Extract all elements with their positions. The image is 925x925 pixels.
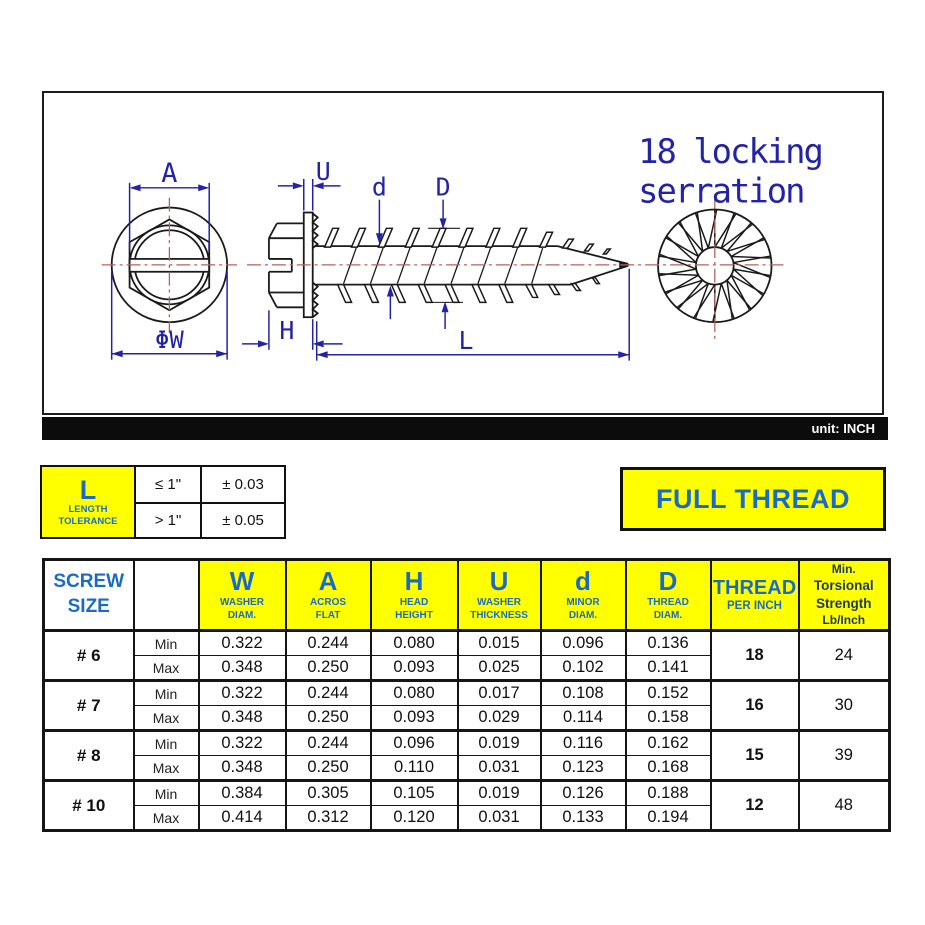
thread-flights [325, 228, 611, 302]
torsional-strength-cell: 39 [799, 731, 890, 781]
tolerance-header-cell [42, 467, 134, 537]
spec-value-cell: 0.096 [371, 731, 458, 756]
spec-value-cell: 0.102 [541, 656, 626, 681]
spec-value-cell: 0.194 [626, 806, 711, 831]
col-header-torsional-strength: Min. Torsional Strength Lb/Inch [799, 560, 890, 631]
spec-value-cell: 0.322 [199, 731, 286, 756]
spec-value-cell: 0.244 [286, 681, 371, 706]
spec-value-cell: 0.105 [371, 781, 458, 806]
spec-value-cell: 0.348 [199, 706, 286, 731]
spec-value-cell: 0.096 [541, 631, 626, 656]
thread-per-inch-cell: 16 [711, 681, 799, 731]
spec-value-cell: 0.110 [371, 756, 458, 781]
tolerance-condition: ≤ 1" [134, 467, 200, 502]
min-label-cell: Min [134, 681, 199, 706]
dim-label-phi-w: ΦW [155, 325, 184, 354]
spec-value-cell: 0.348 [199, 656, 286, 681]
col-header-minor-diam: d MINOR DIAM. [541, 560, 626, 631]
table-row [44, 731, 890, 756]
tolerance-value: ± 0.03 [200, 467, 284, 502]
full-thread-badge: FULL THREAD [620, 467, 886, 531]
spec-value-cell: 0.126 [541, 781, 626, 806]
thread-per-inch-cell: 12 [711, 781, 799, 831]
col-header-thread-diam: D THREAD DIAM. [626, 560, 711, 631]
min-label-cell: Min [134, 781, 199, 806]
spec-value-cell: 0.244 [286, 631, 371, 656]
table-row [44, 631, 890, 656]
spec-value-cell: 0.136 [626, 631, 711, 656]
max-label-cell: Max [134, 656, 199, 681]
col-header-washer-thickness: U WASHER THICKNESS [458, 560, 541, 631]
spec-value-cell: 0.250 [286, 756, 371, 781]
col-header-washer-diam: W WASHER DIAM. [199, 560, 286, 631]
spec-value-cell: 0.384 [199, 781, 286, 806]
max-label-cell: Max [134, 806, 199, 831]
screw-size-cell: # 6 [44, 631, 134, 681]
serration-note-line1: 18 locking [638, 132, 822, 172]
screw-size-cell: # 10 [44, 781, 134, 831]
screw-technical-drawing [44, 93, 882, 413]
spec-value-cell: 0.116 [541, 731, 626, 756]
serration-note-line2: serration [638, 171, 804, 211]
tolerance-symbol: L [79, 474, 97, 505]
spec-value-cell: 0.029 [458, 706, 541, 731]
col-header-thread-per-inch: THREAD PER INCH [711, 560, 799, 631]
max-label-cell: Max [134, 706, 199, 731]
spec-table [42, 558, 891, 832]
spec-value-cell: 0.152 [626, 681, 711, 706]
dim-label-d-thread: D [435, 172, 451, 202]
dim-label-d-minor: d [371, 172, 387, 202]
spec-value-cell: 0.025 [458, 656, 541, 681]
screw-size-cell: # 8 [44, 731, 134, 781]
spec-value-cell: 0.414 [199, 806, 286, 831]
technical-drawing-panel [42, 91, 884, 415]
spec-value-cell: 0.114 [541, 706, 626, 731]
spec-value-cell: 0.162 [626, 731, 711, 756]
spec-value-cell: 0.015 [458, 631, 541, 656]
col-header-head-height: H HEAD HEIGHT [371, 560, 458, 631]
spec-value-cell: 0.305 [286, 781, 371, 806]
min-label-cell: Min [134, 731, 199, 756]
max-label-cell: Max [134, 756, 199, 781]
spec-value-cell: 0.188 [626, 781, 711, 806]
unit-label-bar: unit: INCH [42, 417, 888, 440]
spec-value-cell: 0.133 [541, 806, 626, 831]
torsional-strength-cell: 30 [799, 681, 890, 731]
spec-value-cell: 0.031 [458, 806, 541, 831]
spec-value-cell: 0.017 [458, 681, 541, 706]
spec-value-cell: 0.080 [371, 631, 458, 656]
spec-value-cell: 0.158 [626, 706, 711, 731]
spec-value-cell: 0.019 [458, 781, 541, 806]
tolerance-value: ± 0.05 [200, 502, 284, 537]
spec-value-cell: 0.108 [541, 681, 626, 706]
length-tolerance-table [40, 465, 286, 539]
tolerance-condition: > 1" [134, 502, 200, 537]
dim-label-u: U [315, 157, 331, 186]
tolerance-label-line1: LENGTH [68, 503, 108, 515]
screw-size-cell: # 7 [44, 681, 134, 731]
table-row [44, 681, 890, 706]
spec-value-cell: 0.120 [371, 806, 458, 831]
col-header-screw-size: SCREW SIZE [44, 560, 134, 631]
torsional-strength-cell: 48 [799, 781, 890, 831]
dim-label-h: H [279, 316, 295, 345]
spec-value-cell: 0.322 [199, 631, 286, 656]
thread-per-inch-cell: 15 [711, 731, 799, 781]
spec-value-cell: 0.322 [199, 681, 286, 706]
spec-value-cell: 0.080 [371, 681, 458, 706]
col-header-across-flat: A ACROS FLAT [286, 560, 371, 631]
spec-value-cell: 0.093 [371, 706, 458, 731]
spec-value-cell: 0.123 [541, 756, 626, 781]
torsional-strength-cell: 24 [799, 631, 890, 681]
col-header-minmax-empty [134, 560, 199, 631]
spec-value-cell: 0.244 [286, 731, 371, 756]
spec-header-row [44, 560, 890, 631]
spec-table-wrap [42, 558, 891, 832]
spec-value-cell: 0.348 [199, 756, 286, 781]
tolerance-label-line2: TOLERANCE [58, 515, 118, 527]
spec-value-cell: 0.250 [286, 656, 371, 681]
dim-label-l: L [458, 325, 474, 355]
thread-per-inch-cell: 18 [711, 631, 799, 681]
spec-value-cell: 0.141 [626, 656, 711, 681]
spec-value-cell: 0.019 [458, 731, 541, 756]
spec-value-cell: 0.093 [371, 656, 458, 681]
spec-value-cell: 0.168 [626, 756, 711, 781]
dim-label-a: A [161, 157, 178, 189]
spec-value-cell: 0.031 [458, 756, 541, 781]
spec-value-cell: 0.312 [286, 806, 371, 831]
spec-value-cell: 0.250 [286, 706, 371, 731]
min-label-cell: Min [134, 631, 199, 656]
table-row [44, 781, 890, 806]
